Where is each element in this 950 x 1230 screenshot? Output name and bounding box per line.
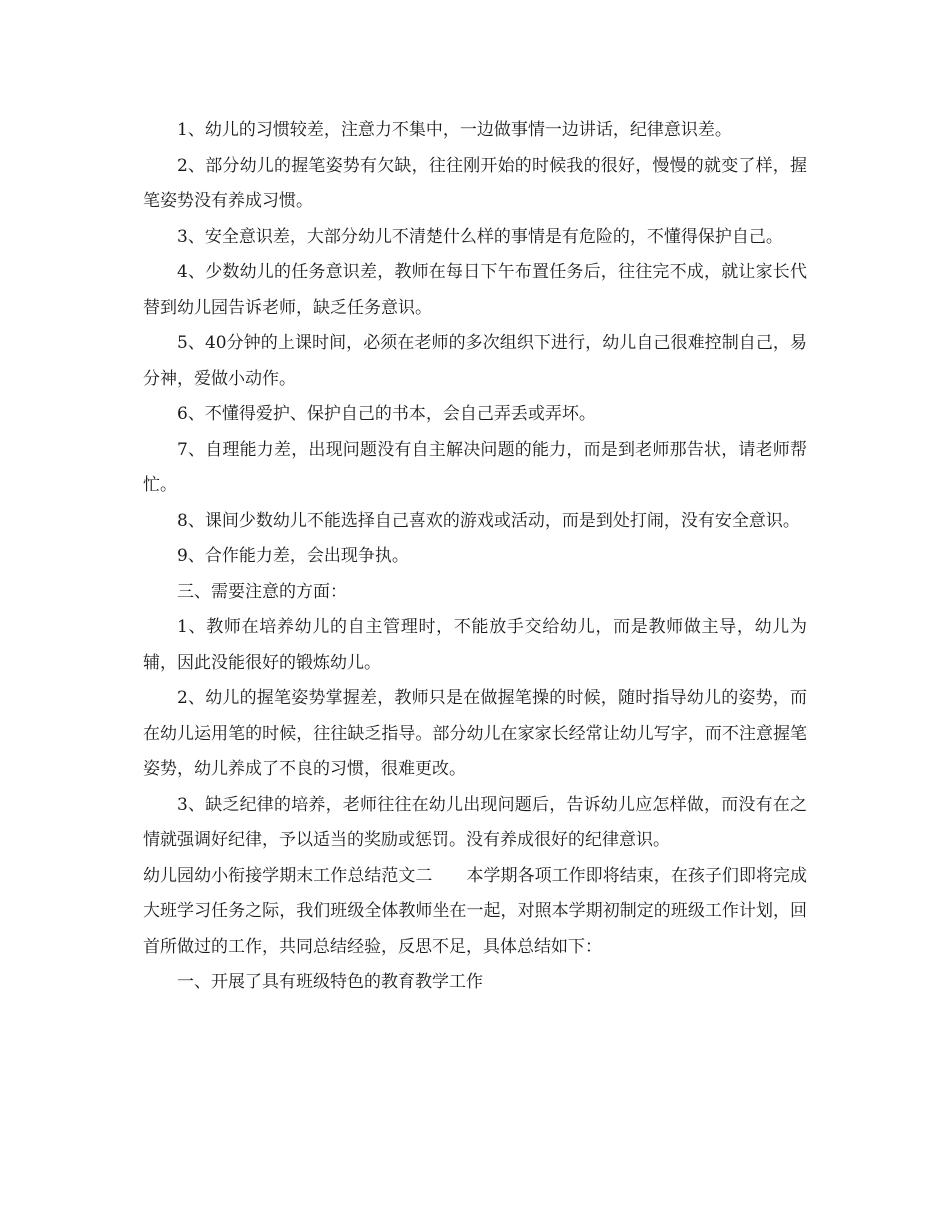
paragraph-5: 5、40分钟的上课时间，必须在老师的多次组织下进行，幼儿自己很难控制自己，易分神，爱做小动作。 xyxy=(143,333,807,389)
paragraph-9: 9、合作能力差，会出现争执。 xyxy=(177,546,409,566)
paragraph-12: 2、幼儿的握笔姿势掌握差，教师只是在做握笔操的时候，随时指导幼儿的姿势，而在幼儿运用笔的时候，往往缺乏指导。部分幼儿在家家长经常让幼儿写字，而不注意握笔姿势，幼儿养成了不良的习惯，很难更改。 xyxy=(143,688,807,779)
paragraph-3: 3、安全意识差，大部分幼儿不清楚什么样的事情是有危险的，不懂得保护自己。 xyxy=(177,226,783,247)
paragraph-8: 8、课间少数幼儿不能选择自己喜欢的游戏或活动，而是到处打闹，没有安全意识。 xyxy=(177,510,800,531)
document-body xyxy=(143,113,807,1001)
paragraph-7: 7、自理能力差，出现问题没有自主解决问题的能力，而是到老师那告状，请老师帮忙。 xyxy=(143,439,807,495)
section-heading-1: 一、开展了具有班级特色的教育教学工作 xyxy=(177,972,483,992)
section-heading-3: 三、需要注意的方面： xyxy=(177,581,347,602)
paragraph-14: 幼儿园幼小衔接学期末工作总结范文二 本学期各项工作即将结束，在孩子们即将完成大班学习任务之际，我们班级全体教师坐在一起，对照本学期初制定的班级工作计划，回首所做过的工作，共同总结经验，反思不足，具体总结如下： xyxy=(143,865,807,957)
paragraph-11: 1、教师在培养幼儿的自主管理时，不能放手交给幼儿，而是教师做主导，幼儿为辅，因此没能很好的锻炼幼儿。 xyxy=(143,617,807,673)
paragraph-4: 4、少数幼儿的任务意识差，教师在每日下午布置任务后，往往完不成，就让家长代替到幼儿园告诉老师，缺乏任务意识。 xyxy=(143,262,807,318)
paragraph-2: 2、部分幼儿的握笔姿势有欠缺，往往刚开始的时候我的很好，慢慢的就变了样，握笔姿势没有养成习惯。 xyxy=(143,155,807,211)
paragraph-13: 3、缺乏纪律的培养，老师往往在幼儿出现问题后，告诉幼儿应怎样做，而没有在之情就强调好纪律，予以适当的奖励或惩罚。没有养成很好的纪律意识。 xyxy=(143,794,807,850)
paragraph-6: 6、不懂得爱护、保护自己的书本，会自己弄丢或弄坏。 xyxy=(177,404,596,424)
paragraph-1: 1、幼儿的习惯较差，注意力不集中，一边做事情一边讲话，纪律意识差。 xyxy=(177,120,732,140)
